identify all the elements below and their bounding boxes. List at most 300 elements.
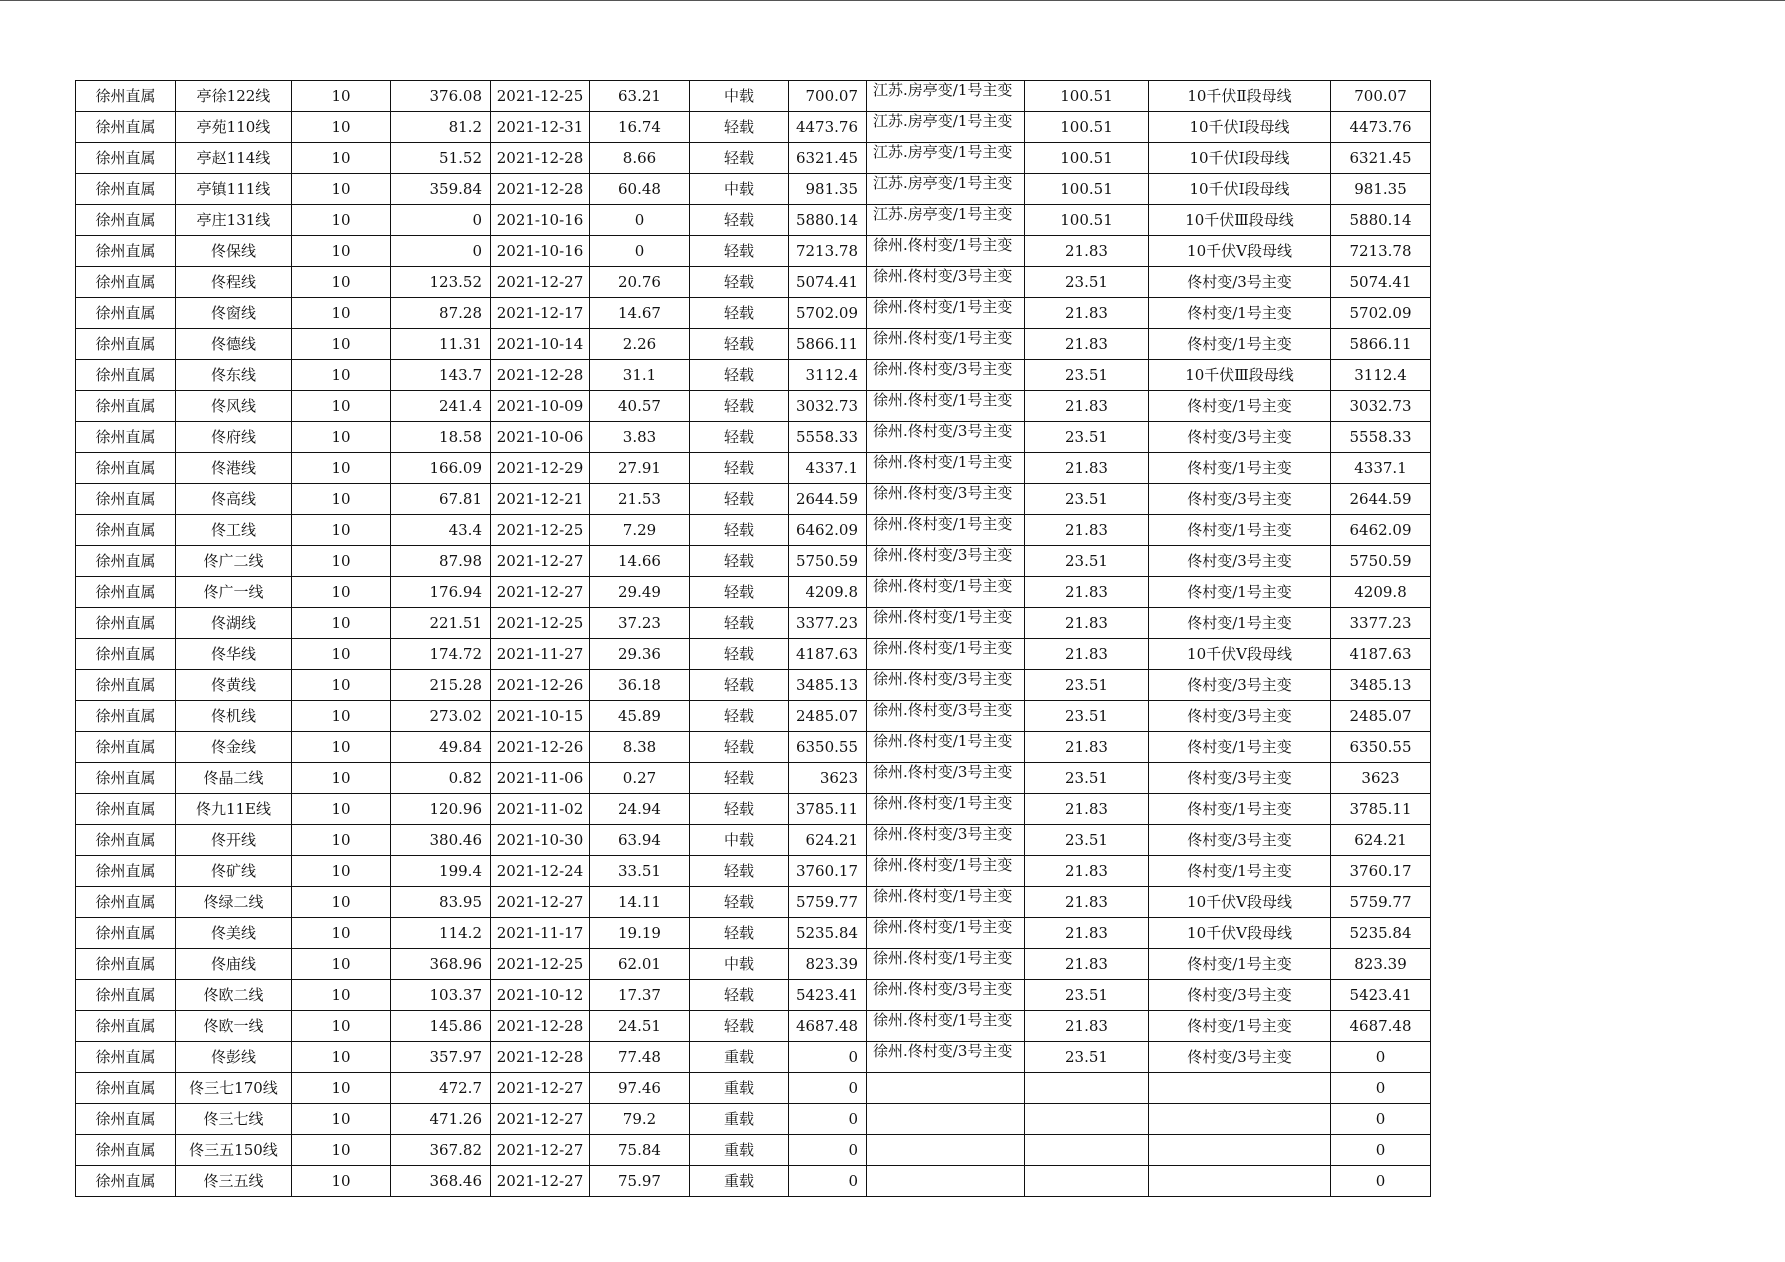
substation-text: 徐州.佟村变/1号主变: [873, 639, 1013, 657]
capacity-cell: 3485.13: [789, 670, 867, 701]
line-name-cell: 佟德线: [176, 329, 292, 360]
date-cell: 2021-12-21: [491, 484, 590, 515]
available-capacity-cell: 6350.55: [1331, 732, 1431, 763]
load-rate-cell: 7.29: [590, 515, 690, 546]
table-row: [76, 453, 1431, 484]
load-status-cell: 轻载: [690, 236, 789, 267]
busbar-cell: 佟村变/1号主变: [1149, 329, 1331, 360]
current-cell: 367.82: [391, 1135, 491, 1166]
load-rate-cell: 27.91: [590, 453, 690, 484]
date-cell: 2021-10-06: [491, 422, 590, 453]
line-name-cell: 佟程线: [176, 267, 292, 298]
substation-text: 徐州.佟村变/1号主变: [873, 577, 1013, 595]
substation-cell: [867, 918, 1025, 949]
available-capacity-cell: 4187.63: [1331, 639, 1431, 670]
transformer-rate-cell: 23.51: [1025, 546, 1149, 577]
capacity-cell: 700.07: [789, 81, 867, 112]
substation-cell: [867, 608, 1025, 639]
load-status-cell: 重载: [690, 1166, 789, 1197]
substation-text: 徐州.佟村变/3号主变: [873, 825, 1013, 843]
date-cell: 2021-11-02: [491, 794, 590, 825]
busbar-cell: 佟村变/3号主变: [1149, 763, 1331, 794]
unit-cell: 徐州直属: [76, 608, 176, 639]
date-cell: 2021-10-16: [491, 205, 590, 236]
busbar-cell: 佟村变/1号主变: [1149, 794, 1331, 825]
load-rate-cell: 79.2: [590, 1104, 690, 1135]
available-capacity-cell: 5750.59: [1331, 546, 1431, 577]
capacity-cell: 3623: [789, 763, 867, 794]
substation-cell: [867, 980, 1025, 1011]
substation-text: 徐州.佟村变/1号主变: [873, 236, 1013, 254]
unit-cell: 徐州直属: [76, 236, 176, 267]
load-rate-cell: 16.74: [590, 112, 690, 143]
available-capacity-cell: 981.35: [1331, 174, 1431, 205]
current-cell: 81.2: [391, 112, 491, 143]
substation-text: 徐州.佟村变/3号主变: [873, 701, 1013, 719]
load-rate-cell: 36.18: [590, 670, 690, 701]
date-cell: 2021-10-30: [491, 825, 590, 856]
load-status-cell: 轻载: [690, 267, 789, 298]
date-cell: 2021-12-17: [491, 298, 590, 329]
capacity-cell: 6462.09: [789, 515, 867, 546]
load-rate-cell: 0: [590, 205, 690, 236]
transformer-rate-cell: 21.83: [1025, 515, 1149, 546]
date-cell: 2021-12-25: [491, 515, 590, 546]
date-cell: 2021-12-28: [491, 1011, 590, 1042]
capacity-cell: 3785.11: [789, 794, 867, 825]
line-name-cell: 佟三五线: [176, 1166, 292, 1197]
line-name-cell: 亭苑110线: [176, 112, 292, 143]
load-rate-cell: 77.48: [590, 1042, 690, 1073]
voltage-cell: 10: [292, 236, 391, 267]
table-row: [76, 298, 1431, 329]
table-row: [76, 391, 1431, 422]
current-cell: 67.81: [391, 484, 491, 515]
load-status-cell: 重载: [690, 1135, 789, 1166]
date-cell: 2021-12-25: [491, 949, 590, 980]
table-row: [76, 205, 1431, 236]
substation-text: 徐州.佟村变/3号主变: [873, 422, 1013, 440]
voltage-cell: 10: [292, 980, 391, 1011]
table-row: [76, 980, 1431, 1011]
table-body: [76, 81, 1431, 1197]
current-cell: 241.4: [391, 391, 491, 422]
unit-cell: 徐州直属: [76, 453, 176, 484]
load-rate-cell: 63.94: [590, 825, 690, 856]
feeder-load-table: [75, 80, 1431, 1197]
load-status-cell: 轻载: [690, 732, 789, 763]
available-capacity-cell: 7213.78: [1331, 236, 1431, 267]
date-cell: 2021-12-27: [491, 546, 590, 577]
line-name-cell: 佟湖线: [176, 608, 292, 639]
line-name-cell: 佟三七170线: [176, 1073, 292, 1104]
available-capacity-cell: 0: [1331, 1104, 1431, 1135]
voltage-cell: 10: [292, 360, 391, 391]
capacity-cell: 0: [789, 1166, 867, 1197]
busbar-cell: 佟村变/1号主变: [1149, 732, 1331, 763]
substation-text: 徐州.佟村变/1号主变: [873, 329, 1013, 347]
table-row: [76, 1042, 1431, 1073]
unit-cell: 徐州直属: [76, 794, 176, 825]
unit-cell: 徐州直属: [76, 670, 176, 701]
load-status-cell: 轻载: [690, 484, 789, 515]
date-cell: 2021-12-26: [491, 732, 590, 763]
transformer-rate-cell: 23.51: [1025, 980, 1149, 1011]
substation-cell: [867, 1135, 1025, 1166]
substation-text: [873, 1166, 1024, 1196]
current-cell: 11.31: [391, 329, 491, 360]
date-cell: 2021-12-27: [491, 267, 590, 298]
load-status-cell: 轻载: [690, 422, 789, 453]
busbar-cell: 佟村变/1号主变: [1149, 608, 1331, 639]
date-cell: 2021-12-27: [491, 887, 590, 918]
load-status-cell: 轻载: [690, 391, 789, 422]
transformer-rate-cell: 21.83: [1025, 856, 1149, 887]
load-rate-cell: 45.89: [590, 701, 690, 732]
current-cell: 221.51: [391, 608, 491, 639]
voltage-cell: 10: [292, 1135, 391, 1166]
substation-cell: [867, 391, 1025, 422]
table-row: [76, 236, 1431, 267]
load-status-cell: 轻载: [690, 360, 789, 391]
load-rate-cell: 29.36: [590, 639, 690, 670]
line-name-cell: 亭徐122线: [176, 81, 292, 112]
current-cell: 215.28: [391, 670, 491, 701]
current-cell: 18.58: [391, 422, 491, 453]
busbar-cell: 10千伏Ⅴ段母线: [1149, 918, 1331, 949]
load-rate-cell: 0: [590, 236, 690, 267]
substation-cell: [867, 422, 1025, 453]
unit-cell: 徐州直属: [76, 143, 176, 174]
line-name-cell: 佟广二线: [176, 546, 292, 577]
line-name-cell: 佟三五150线: [176, 1135, 292, 1166]
capacity-cell: 5759.77: [789, 887, 867, 918]
available-capacity-cell: 4337.1: [1331, 453, 1431, 484]
table-row: [76, 360, 1431, 391]
busbar-cell: 佟村变/1号主变: [1149, 577, 1331, 608]
line-name-cell: 佟九11E线: [176, 794, 292, 825]
busbar-cell: 10千伏Ⅰ段母线: [1149, 174, 1331, 205]
date-cell: 2021-10-09: [491, 391, 590, 422]
voltage-cell: 10: [292, 949, 391, 980]
available-capacity-cell: 4473.76: [1331, 112, 1431, 143]
substation-text: 江苏.房亭变/1号主变: [873, 112, 1013, 130]
substation-text: 徐州.佟村变/1号主变: [873, 453, 1013, 471]
load-status-cell: 轻载: [690, 143, 789, 174]
table-row: [76, 515, 1431, 546]
current-cell: 0.82: [391, 763, 491, 794]
capacity-cell: 5880.14: [789, 205, 867, 236]
transformer-rate-cell: 23.51: [1025, 267, 1149, 298]
busbar-cell: 10千伏Ⅲ段母线: [1149, 360, 1331, 391]
unit-cell: 徐州直属: [76, 81, 176, 112]
capacity-cell: 5235.84: [789, 918, 867, 949]
transformer-rate-cell: 23.51: [1025, 825, 1149, 856]
line-name-cell: 佟黄线: [176, 670, 292, 701]
table-row: [76, 887, 1431, 918]
capacity-cell: 624.21: [789, 825, 867, 856]
voltage-cell: 10: [292, 1104, 391, 1135]
voltage-cell: 10: [292, 391, 391, 422]
load-status-cell: 轻载: [690, 453, 789, 484]
load-rate-cell: 8.38: [590, 732, 690, 763]
current-cell: 49.84: [391, 732, 491, 763]
current-cell: 103.37: [391, 980, 491, 1011]
current-cell: 273.02: [391, 701, 491, 732]
available-capacity-cell: 4209.8: [1331, 577, 1431, 608]
available-capacity-cell: 3112.4: [1331, 360, 1431, 391]
load-status-cell: 重载: [690, 1104, 789, 1135]
load-status-cell: 轻载: [690, 112, 789, 143]
current-cell: 83.95: [391, 887, 491, 918]
current-cell: 166.09: [391, 453, 491, 484]
voltage-cell: 10: [292, 794, 391, 825]
substation-text: 徐州.佟村变/1号主变: [873, 887, 1013, 905]
transformer-rate-cell: 100.51: [1025, 143, 1149, 174]
busbar-cell: 10千伏Ⅴ段母线: [1149, 639, 1331, 670]
table-row: [76, 1011, 1431, 1042]
voltage-cell: 10: [292, 825, 391, 856]
unit-cell: 徐州直属: [76, 887, 176, 918]
load-status-cell: 轻载: [690, 763, 789, 794]
voltage-cell: 10: [292, 1073, 391, 1104]
available-capacity-cell: 5702.09: [1331, 298, 1431, 329]
load-rate-cell: 8.66: [590, 143, 690, 174]
transformer-rate-cell: 21.83: [1025, 887, 1149, 918]
capacity-cell: 3377.23: [789, 608, 867, 639]
date-cell: 2021-12-27: [491, 1166, 590, 1197]
unit-cell: 徐州直属: [76, 174, 176, 205]
voltage-cell: 10: [292, 1011, 391, 1042]
current-cell: 199.4: [391, 856, 491, 887]
capacity-cell: 3760.17: [789, 856, 867, 887]
capacity-cell: 4187.63: [789, 639, 867, 670]
unit-cell: 徐州直属: [76, 1042, 176, 1073]
line-name-cell: 佟矿线: [176, 856, 292, 887]
unit-cell: 徐州直属: [76, 546, 176, 577]
line-name-cell: 佟华线: [176, 639, 292, 670]
current-cell: 51.52: [391, 143, 491, 174]
load-status-cell: 轻载: [690, 701, 789, 732]
date-cell: 2021-11-17: [491, 918, 590, 949]
busbar-cell: 佟村变/3号主变: [1149, 825, 1331, 856]
date-cell: 2021-10-15: [491, 701, 590, 732]
table-row: [76, 1073, 1431, 1104]
unit-cell: 徐州直属: [76, 267, 176, 298]
voltage-cell: 10: [292, 1042, 391, 1073]
transformer-rate-cell: [1025, 1073, 1149, 1104]
load-status-cell: 中载: [690, 81, 789, 112]
capacity-cell: 2644.59: [789, 484, 867, 515]
table-row: [76, 484, 1431, 515]
substation-cell: [867, 1011, 1025, 1042]
substation-cell: [867, 732, 1025, 763]
busbar-cell: 佟村变/3号主变: [1149, 422, 1331, 453]
unit-cell: 徐州直属: [76, 205, 176, 236]
load-status-cell: 重载: [690, 1073, 789, 1104]
date-cell: 2021-12-28: [491, 1042, 590, 1073]
load-rate-cell: 75.97: [590, 1166, 690, 1197]
unit-cell: 徐州直属: [76, 856, 176, 887]
date-cell: 2021-12-29: [491, 453, 590, 484]
date-cell: 2021-12-28: [491, 174, 590, 205]
busbar-cell: 佟村变/3号主变: [1149, 980, 1331, 1011]
current-cell: 471.26: [391, 1104, 491, 1135]
capacity-cell: 0: [789, 1104, 867, 1135]
unit-cell: 徐州直属: [76, 1135, 176, 1166]
substation-cell: [867, 794, 1025, 825]
available-capacity-cell: 5880.14: [1331, 205, 1431, 236]
capacity-cell: 0: [789, 1042, 867, 1073]
table-row: [76, 1135, 1431, 1166]
unit-cell: 徐州直属: [76, 329, 176, 360]
unit-cell: 徐州直属: [76, 1104, 176, 1135]
available-capacity-cell: 6462.09: [1331, 515, 1431, 546]
line-name-cell: 佟窗线: [176, 298, 292, 329]
transformer-rate-cell: 100.51: [1025, 112, 1149, 143]
unit-cell: 徐州直属: [76, 577, 176, 608]
load-status-cell: 轻载: [690, 329, 789, 360]
voltage-cell: 10: [292, 608, 391, 639]
capacity-cell: 2485.07: [789, 701, 867, 732]
load-status-cell: 中载: [690, 949, 789, 980]
substation-cell: [867, 887, 1025, 918]
substation-cell: [867, 825, 1025, 856]
substation-text: 徐州.佟村变/1号主变: [873, 608, 1013, 626]
transformer-rate-cell: 100.51: [1025, 81, 1149, 112]
busbar-cell: 佟村变/3号主变: [1149, 546, 1331, 577]
current-cell: 174.72: [391, 639, 491, 670]
load-status-cell: 轻载: [690, 298, 789, 329]
date-cell: 2021-12-28: [491, 143, 590, 174]
transformer-rate-cell: 23.51: [1025, 422, 1149, 453]
busbar-cell: 佟村变/1号主变: [1149, 949, 1331, 980]
substation-text: 徐州.佟村变/3号主变: [873, 484, 1013, 502]
substation-cell: [867, 515, 1025, 546]
table-row: [76, 1104, 1431, 1135]
transformer-rate-cell: [1025, 1104, 1149, 1135]
load-status-cell: 轻载: [690, 577, 789, 608]
load-rate-cell: 29.49: [590, 577, 690, 608]
busbar-cell: 佟村变/3号主变: [1149, 1042, 1331, 1073]
substation-text: [873, 1104, 1024, 1134]
capacity-cell: 823.39: [789, 949, 867, 980]
transformer-rate-cell: 23.51: [1025, 484, 1149, 515]
load-rate-cell: 63.21: [590, 81, 690, 112]
substation-cell: [867, 329, 1025, 360]
table-row: [76, 608, 1431, 639]
busbar-cell: 10千伏Ⅲ段母线: [1149, 205, 1331, 236]
load-status-cell: 轻载: [690, 608, 789, 639]
busbar-cell: 10千伏Ⅱ段母线: [1149, 81, 1331, 112]
available-capacity-cell: 0: [1331, 1135, 1431, 1166]
unit-cell: 徐州直属: [76, 1011, 176, 1042]
current-cell: 472.7: [391, 1073, 491, 1104]
substation-cell: [867, 701, 1025, 732]
busbar-cell: [1149, 1104, 1331, 1135]
transformer-rate-cell: 23.51: [1025, 763, 1149, 794]
voltage-cell: 10: [292, 112, 391, 143]
load-rate-cell: 0.27: [590, 763, 690, 794]
line-name-cell: 佟高线: [176, 484, 292, 515]
unit-cell: 徐州直属: [76, 112, 176, 143]
transformer-rate-cell: 21.83: [1025, 732, 1149, 763]
busbar-cell: 佟村变/1号主变: [1149, 391, 1331, 422]
available-capacity-cell: 3785.11: [1331, 794, 1431, 825]
line-name-cell: 佟东线: [176, 360, 292, 391]
substation-text: 徐州.佟村变/1号主变: [873, 794, 1013, 812]
load-status-cell: 轻载: [690, 887, 789, 918]
capacity-cell: 0: [789, 1135, 867, 1166]
substation-text: 江苏.房亭变/1号主变: [873, 174, 1013, 192]
voltage-cell: 10: [292, 205, 391, 236]
table-row: [76, 732, 1431, 763]
transformer-rate-cell: 21.83: [1025, 949, 1149, 980]
capacity-cell: 4687.48: [789, 1011, 867, 1042]
available-capacity-cell: 823.39: [1331, 949, 1431, 980]
capacity-cell: 5866.11: [789, 329, 867, 360]
voltage-cell: 10: [292, 174, 391, 205]
substation-cell: [867, 360, 1025, 391]
substation-text: [873, 1073, 1024, 1103]
available-capacity-cell: 5423.41: [1331, 980, 1431, 1011]
line-name-cell: 佟府线: [176, 422, 292, 453]
busbar-cell: 佟村变/1号主变: [1149, 453, 1331, 484]
substation-text: 徐州.佟村变/1号主变: [873, 515, 1013, 533]
load-status-cell: 轻载: [690, 856, 789, 887]
current-cell: 0: [391, 236, 491, 267]
current-cell: 176.94: [391, 577, 491, 608]
substation-cell: [867, 1166, 1025, 1197]
substation-text: 江苏.房亭变/1号主变: [873, 81, 1013, 99]
available-capacity-cell: 0: [1331, 1042, 1431, 1073]
line-name-cell: 亭庄131线: [176, 205, 292, 236]
load-rate-cell: 24.94: [590, 794, 690, 825]
date-cell: 2021-12-31: [491, 112, 590, 143]
transformer-rate-cell: 21.83: [1025, 918, 1149, 949]
line-name-cell: 佟庙线: [176, 949, 292, 980]
substation-cell: [867, 670, 1025, 701]
line-name-cell: 佟港线: [176, 453, 292, 484]
load-rate-cell: 19.19: [590, 918, 690, 949]
voltage-cell: 10: [292, 763, 391, 794]
substation-text: 徐州.佟村变/3号主变: [873, 546, 1013, 564]
available-capacity-cell: 0: [1331, 1073, 1431, 1104]
voltage-cell: 10: [292, 484, 391, 515]
date-cell: 2021-11-06: [491, 763, 590, 794]
line-name-cell: 佟欧二线: [176, 980, 292, 1011]
load-rate-cell: 31.1: [590, 360, 690, 391]
transformer-rate-cell: 21.83: [1025, 453, 1149, 484]
capacity-cell: 7213.78: [789, 236, 867, 267]
busbar-cell: 佟村变/1号主变: [1149, 515, 1331, 546]
table-row: [76, 918, 1431, 949]
unit-cell: 徐州直属: [76, 825, 176, 856]
busbar-cell: [1149, 1135, 1331, 1166]
available-capacity-cell: 3485.13: [1331, 670, 1431, 701]
substation-cell: [867, 1104, 1025, 1135]
load-rate-cell: 24.51: [590, 1011, 690, 1042]
load-rate-cell: 17.37: [590, 980, 690, 1011]
substation-cell: [867, 763, 1025, 794]
transformer-rate-cell: 21.83: [1025, 577, 1149, 608]
voltage-cell: 10: [292, 856, 391, 887]
transformer-rate-cell: 21.83: [1025, 608, 1149, 639]
substation-cell: [867, 546, 1025, 577]
unit-cell: 徐州直属: [76, 515, 176, 546]
available-capacity-cell: 5558.33: [1331, 422, 1431, 453]
capacity-cell: 3112.4: [789, 360, 867, 391]
